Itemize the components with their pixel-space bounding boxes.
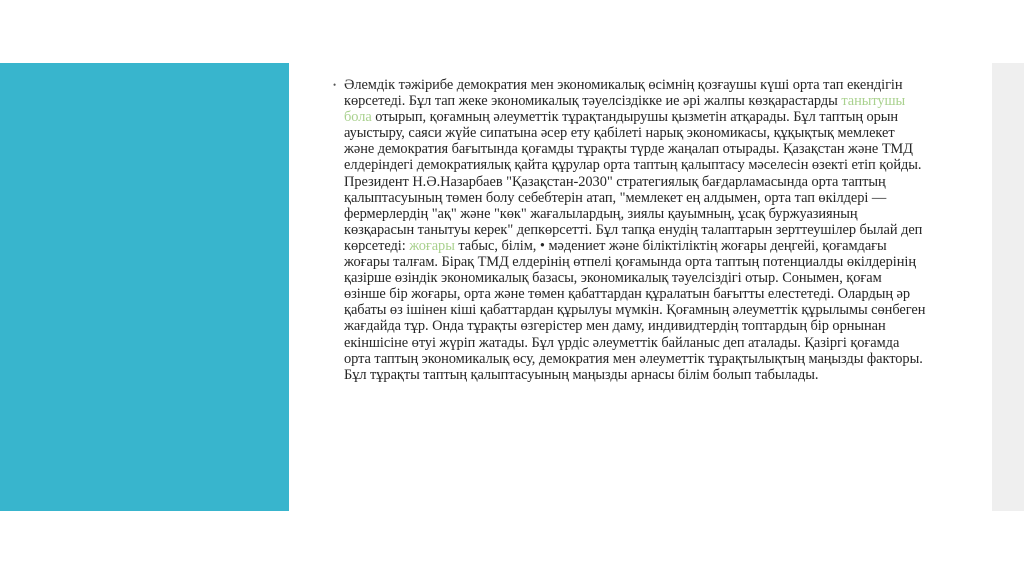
body-paragraph	[344, 77, 926, 383]
teal-accent-panel	[0, 63, 289, 511]
paragraph-text: Әлемдік тәжірибе демократия мен экономикалық өсімнің қозғаушы күші орта тап екендігін көрсетеді. Бұл тап жеке экономикалық тәуелсіздікке ие әрі жалпы көзқарастарды	[344, 77, 903, 110]
bullet-marker: •	[333, 80, 337, 90]
highlighted-text: танытушы бола	[344, 93, 906, 126]
paragraph-text: табыс, білім, • мәдениет және біліктіліктің жоғары деңгейі, қоғамдағы жоғары талғам. Бірақ ТМД елдерінің өтпелі қоғамында орта таптың потенциалды өкілдерінің қазірше өзіндік экономикалық базасы, экономикалық тәуелсіздігі отыр. Сонымен, қоғам өзінше бір жоғары, орта және төмен қабаттардан құралатын бағытты елестетеді. Олардың әр қабаты өз ішінен кіші қабаттардан құрылуы мүмкін. Қоғамның әлеуметтік құрылымы сөнбеген жағдайда тұр. Онда тұрақты өзгерістер мен даму, индивидтердің топтардың бір орнынан екіншісіне өтуі жүріп жатады. Бұл үрдіс әлеуметтік байланыс деп аталады. Қазіргі қоғамда орта таптың экономикалық өсу, демократия мен әлеуметтік тұрақтылықтың маңызды факторы. Бұл тұрақты таптың қалыптасуының маңызды арнасы білім болып табылады.	[344, 237, 926, 383]
paragraph-text: отырып, қоғамның әлеуметтік тұрақтандырушы қызметін атқарады. Бұл таптың орын ауыстыру, саяси жүйе сипатына әсер ету қабілеті нарық экономикасы, құқықтық мемлекет және демократия бағытында қоғамды тұрақты түрде жаңалап отырады. Қазақстан және ТМД елдеріндегі демократиялық қайта құрулар орта таптың қалыптасу мәселесін өзекті етіп қойды. Президент Н.Ә.Назарбаев "Қазақстан-2030" стратегиялық бағдарламасында орта таптың қалыптасуының төмен болу себебтерін атап, "мемлекет ең алдымен, орта тап өкілдері — фермерлердің "ақ" және "көк" жағалылардың, зиялы қауымның, ұсақ буржуазияның көзқарасын танытуы керек" депкөрсетті. Бұл тапқа енудің талаптарын зерттеушілер былай деп көрсетеді:	[344, 109, 923, 254]
highlighted-text: жоғары	[409, 237, 455, 254]
